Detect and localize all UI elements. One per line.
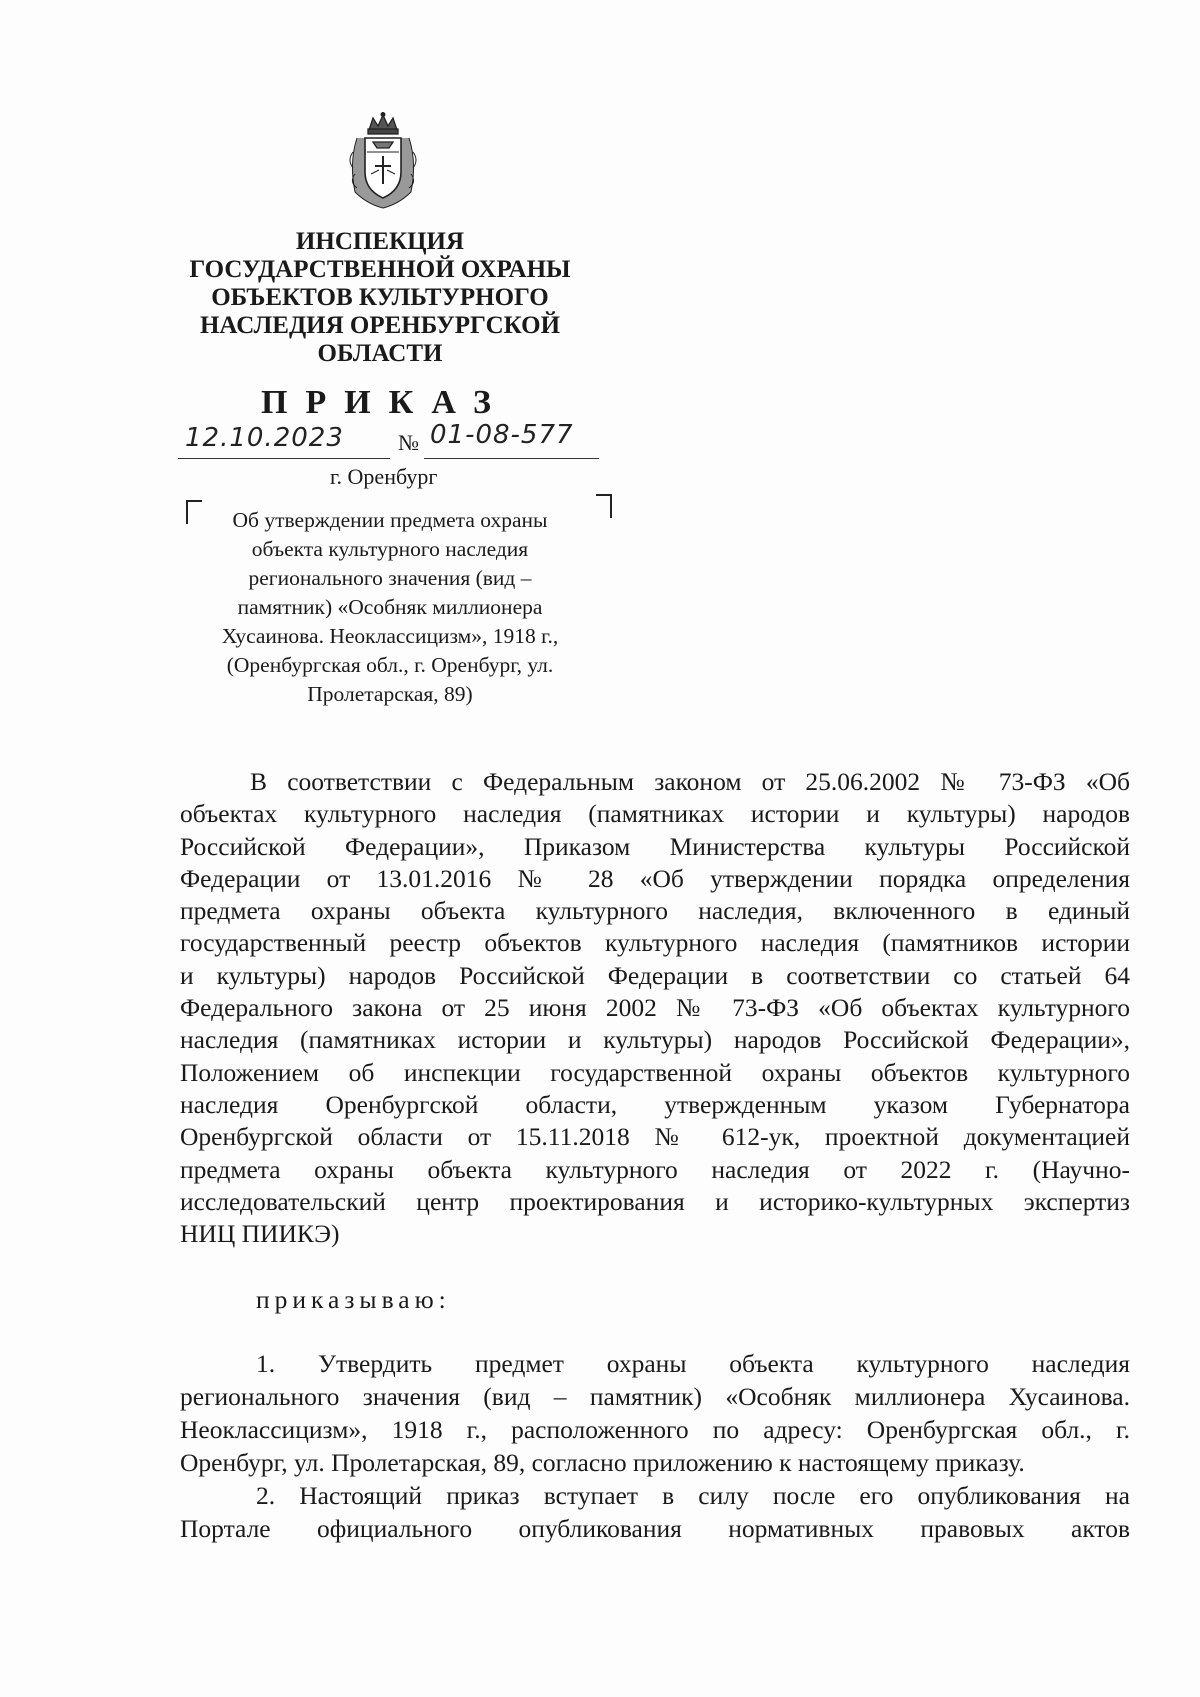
subject-line: (Оренбургская обл., г. Оренбург, ул. xyxy=(226,653,554,677)
agency-name-line: ОБЛАСТИ xyxy=(317,340,443,367)
item-1-line: 1. Утвердить предмет охраны объекта культурного наследия xyxy=(256,1349,1130,1378)
agency-name-line: НАСЛЕДИЯ ОРЕНБУРГСКОЙ xyxy=(199,312,561,339)
item-1-line: Оренбург, ул. Пролетарская, 89, согласно приложению к настоящему приказу. xyxy=(180,1448,1025,1477)
agency-name-line: ОБЪЕКТОВ КУЛЬТУРНОГО xyxy=(211,284,549,311)
agency-name xyxy=(160,228,600,368)
document-type-title: ПРИКАЗ xyxy=(261,384,509,421)
subject-line: Об утверждении предмета охраны xyxy=(232,508,548,532)
subject-line: объекта культурного наследия xyxy=(251,537,529,561)
preamble-line: исследовательский центр проектирования и историко-культурных экспертиз xyxy=(180,1186,1130,1216)
order-items xyxy=(180,1347,1130,1545)
preamble-line: Федерации от 13.01.2016 № 28 «Об утверждении порядка определения xyxy=(180,863,1130,893)
agency-name-line: ГОСУДАРСТВЕННОЙ ОХРАНЫ xyxy=(189,256,571,283)
item-2-line: 2. Настоящий приказ вступает в силу после его опубликования на xyxy=(256,1481,1130,1510)
preamble-line: государственный реестр объектов культурного наследия (памятников истории xyxy=(180,928,1130,958)
item-2-line: Портале официального опубликования нормативных правовых актов xyxy=(180,1514,1130,1543)
preamble-line: наследия Оренбургской области, утвержденным указом Губернатора xyxy=(180,1089,1130,1119)
preamble-line: Оренбургской области от 15.11.2018 № 612-ук, проектной документацией xyxy=(180,1122,1130,1152)
date-underline xyxy=(178,458,390,459)
preamble-line: объектах культурного наследия (памятниках истории и культуры) народов xyxy=(180,799,1130,829)
number-sign: № xyxy=(398,430,419,455)
handwritten-date: 12.10.2023 xyxy=(185,423,344,453)
preamble-line: Федерального закона от 25 июня 2002 № 73-ФЗ «Об объектах культурного xyxy=(180,993,1130,1023)
item-1-line: Неоклассицизм», 1918 г., расположенного по адресу: Оренбургская обл., г. xyxy=(180,1415,1130,1444)
order-word: приказываю: xyxy=(256,1285,451,1314)
preamble-line: Положением об инспекции государственной охраны объектов культурного xyxy=(180,1057,1130,1087)
preamble-line: НИЦ ПИИКЭ) xyxy=(180,1219,340,1249)
preamble-line: предмета охраны объекта культурного наследия от 2022 г. (Научно- xyxy=(180,1154,1130,1184)
coat-of-arms-icon xyxy=(343,112,423,212)
subject-line: регионального значения (вид – xyxy=(248,566,532,590)
preamble-paragraph xyxy=(180,766,1130,1250)
agency-name-line: ИНСПЕКЦИЯ xyxy=(295,228,465,255)
number-underline xyxy=(424,458,599,459)
handwritten-number: 01-08-577 xyxy=(430,420,574,450)
preamble-line: Российской Федерации», Приказом Министерства культуры Российской xyxy=(180,831,1130,861)
item-1-line: регионального значения (вид – памятник) «Особняк миллионера Хусаинова. xyxy=(180,1382,1130,1411)
preamble-line: предмета охраны объекта культурного наследия, включенного в единый xyxy=(180,896,1130,926)
subject-line: Пролетарская, 89) xyxy=(307,682,473,706)
order-subject xyxy=(200,506,580,709)
preamble-line: наследия (памятниках истории и культуры) народов Российской Федерации», xyxy=(180,1025,1130,1055)
bracket-right xyxy=(596,494,612,518)
preamble-line: В соответствии с Федеральным законом от 25.06.2002 № 73-ФЗ «Об xyxy=(250,767,1130,796)
city: г. Оренбург xyxy=(330,464,438,489)
subject-line: памятник) «Особняк миллионера xyxy=(237,595,543,619)
preamble-line: и культуры) народов Российской Федерации в соответствии со статьей 64 xyxy=(180,960,1130,990)
subject-line: Хусаинова. Неоклассицизм», 1918 г., xyxy=(221,624,559,648)
